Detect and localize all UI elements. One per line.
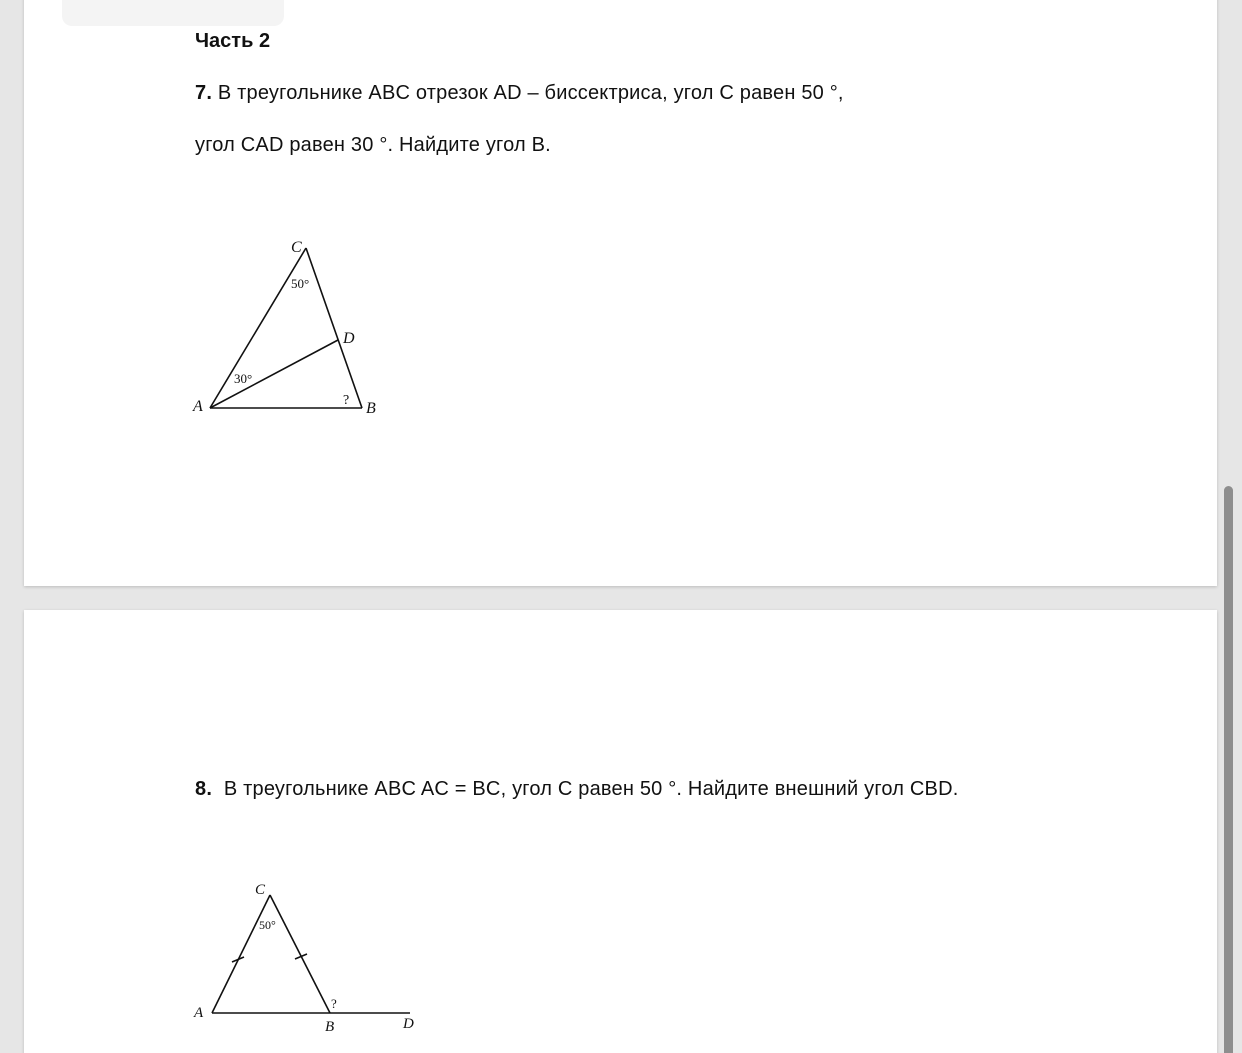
side-cb <box>270 895 330 1013</box>
problem-8-text: В треугольнике ABC AC = BC, угол C равен 50 °. Найдите внешний угол CBD. <box>223 778 959 800</box>
label-c: C <box>291 239 302 256</box>
problem-7-line-2: угол CAD равен 30 °. Найдите угол B. <box>195 134 551 156</box>
problem-8-number: 8. <box>195 778 213 800</box>
side-ac <box>210 248 306 408</box>
problem-8-line <box>195 776 958 802</box>
angle-c-value: 50° <box>291 276 310 291</box>
bisector-ad <box>210 340 338 408</box>
label-a: A <box>193 398 203 415</box>
angle-c-value: 50° <box>259 918 276 932</box>
problem-7-figure <box>185 230 395 425</box>
side-cb <box>306 248 362 408</box>
problem-7-number: 7. <box>195 82 213 104</box>
scrollbar-thumb[interactable] <box>1224 486 1233 1053</box>
label-d: D <box>343 330 355 347</box>
label-b: B <box>366 400 376 417</box>
angle-b-unknown: ? <box>343 393 350 408</box>
angle-cbd-unknown: ? <box>331 996 337 1011</box>
label-c: C <box>255 882 266 898</box>
problem-8-figure <box>185 875 430 1040</box>
previous-page-remnant <box>62 0 284 26</box>
label-d: D <box>403 1016 414 1032</box>
label-a: A <box>194 1005 204 1021</box>
section-title: Часть 2 <box>195 30 271 52</box>
problem-7-line-1 <box>195 80 844 106</box>
label-b: B <box>325 1019 335 1035</box>
problem-7-text-1: В треугольнике ABC отрезок AD – биссектриса, угол С равен 50 °, <box>217 82 844 104</box>
side-ac <box>212 895 270 1013</box>
angle-cad-value: 30° <box>234 371 253 386</box>
